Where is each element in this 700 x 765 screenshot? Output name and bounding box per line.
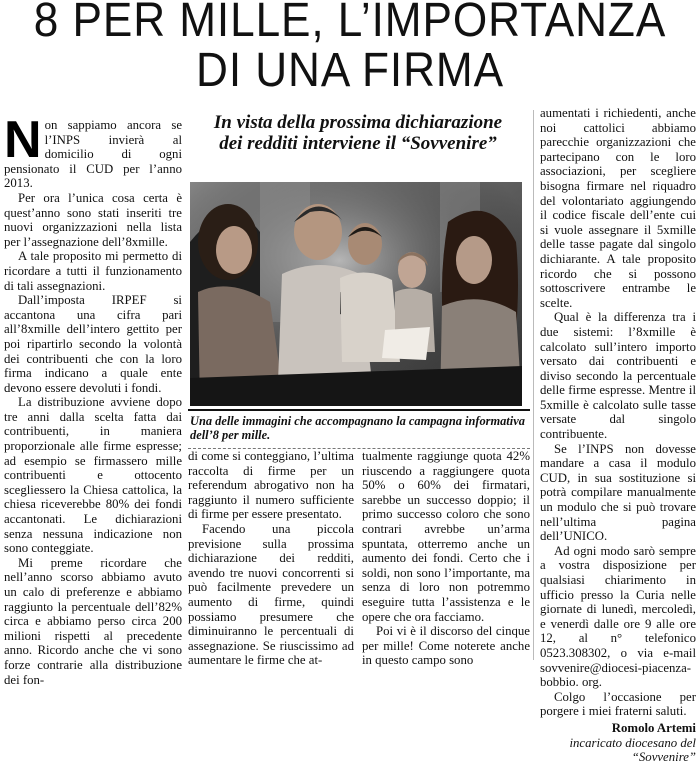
paragraph: Dall’imposta IRPEF si accantona una cifra pari all’8xmille dell’intero gettito per poi ripartirlo secondo la volontà dei contribuenti che con la loro firma indicano a quale ente devono essere devoluti i fondi.: [4, 293, 182, 395]
paragraph: aumentati i richiedenti, anche noi cattolici abbiamo parecchie organizzazioni che partecipano con le loro associazioni, per scegliere bisogna firmare nel riquadro del volontariato aggiungendo il codice fiscale dell’ente cui si vuole assegnare il 5xmille delle tasse pagate dal singolo dichiarante. A tale proposito ricordo che si possono sottoscrivere entrambe le scelte.: [540, 106, 696, 310]
article-column-3: [362, 449, 530, 668]
paragraph: Mi preme ricordare che nell’anno scorso abbiamo avuto un calo di preferenze e abbiamo raggiunto la percentuale dell’82% circa e abbiamo perso circa 200 milioni rispetti al precedente anno. Ricordo anche che vi sono forze contrarie alla distribuzione dei fon-: [4, 555, 182, 687]
lead-text: on sappiamo ancora se l’INPS invierà al domicilio di ogni pensionato il CUD per l’anno 2013.: [4, 118, 182, 191]
paragraph: Se l’INPS non dovesse mandare a casa il modulo CUD, in sua sostituzione si potrà compilare manualmente un modulo che si può trovare nell’ultima pagina dell’UNICO.: [540, 441, 696, 544]
headline: [28, 0, 672, 96]
drop-cap: N: [4, 111, 42, 169]
column-divider: [533, 110, 534, 660]
kicker-line-2: dei redditi interviene il “Sovvenire”: [219, 133, 497, 154]
paragraph: Poi vi è il discorso del cinque per mille! Come noterete anche in questo campo sono: [362, 624, 530, 668]
author-signature: Romolo Artemi: [611, 720, 696, 735]
headline-line-1: 8 PER MILLE, L’IMPORTANZA: [33, 0, 667, 47]
article-column-1: [4, 111, 182, 687]
campaign-photo: [190, 182, 522, 406]
paragraph: tualmente raggiunge quota 42% riuscendo a raggiungere quota 50% o 60% dei firmatari, sarebbe un successo doppio; il primo successo coloro che sono contrari avrebbe un’arma spuntata, otterremo anche un aumento dei fondi. Certo che i soldi, non sono l’importante, ma senza di loro non potremmo eseguire tutta l’assistenza e le opere che ora facciamo.: [362, 449, 530, 624]
paragraph: di come si conteggiano, l’ultima raccolta di firme per un referendum abrogativo non ha raggiunto il numero sufficiente di firme per essere presentato.: [188, 449, 354, 522]
lead-paragraph: [4, 111, 182, 191]
paragraph: La distribuzione avviene dopo tre anni dalla scelta fatta dai contribuenti, in maniera proporzionale alle firme espresse; ad esempio se firmassero mille contribuenti e ottocento scegliessero la Chiesa cattolica, la chiesa riceverebbe 80% dei fondi accantonati. Le dichiarazioni senza nessuna indicazione non sono conteggiate.: [4, 395, 182, 556]
paragraph: Ad ogni modo sarò sempre a vostra disposizione per qualsiasi chiarimento in ufficio presso la Curia nelle giornate di lunedì, mercoledì, e venerdì dalle ore 9 alle ore 12, al n° telefonico 0523.308302, o via e-mail sovvenire@diocesi-piacenza-bobbio. org.: [540, 543, 696, 690]
paragraph: Per ora l’unica cosa certa è quest’anno sono stati inseriti tre nuovi organizzazioni nella lista per l’assegnazione dell’8xmille.: [4, 190, 182, 249]
author-role: incaricato diocesano del “Sovvenire”: [569, 735, 696, 765]
photo-caption: Una delle immagini che accompagnano la campagna informativa dell’8 per mille.: [188, 409, 530, 449]
paragraph: Facendo una piccola previsione sulla prossima dichiarazione dei redditi, avendo tre nuovi concorrenti si può facilmente prevedere un aumento di firme, quindi possiamo presumere che diminuiranno le percentuali di assegnazione. Se riuscissimo ad aumentare le firme che at-: [188, 521, 354, 668]
kicker: [188, 112, 528, 154]
article-column-4: [540, 106, 696, 765]
photo-illustration: [190, 182, 522, 406]
headline-line-2: DI UNA FIRMA: [196, 44, 504, 97]
paragraph: A tale proposito mi permetto di ricordare a tutti il funzionamento di tali assegnazioni.: [4, 249, 182, 293]
paragraph: Colgo l’occasione per porgere i miei fraterni saluti.: [540, 689, 696, 719]
article-column-2: [188, 449, 354, 668]
kicker-line-1: In vista della prossima dichiarazione: [213, 112, 503, 133]
paragraph: Qual è la differenza tra i due sistemi: l’8xmille è calcolato sull’intero importo versato dai contribuenti e diviso secondo la percentuale delle firme espresse. Mentre il 5xmille è calcolato sulle tasse versate dal singolo contribuente.: [540, 310, 696, 442]
